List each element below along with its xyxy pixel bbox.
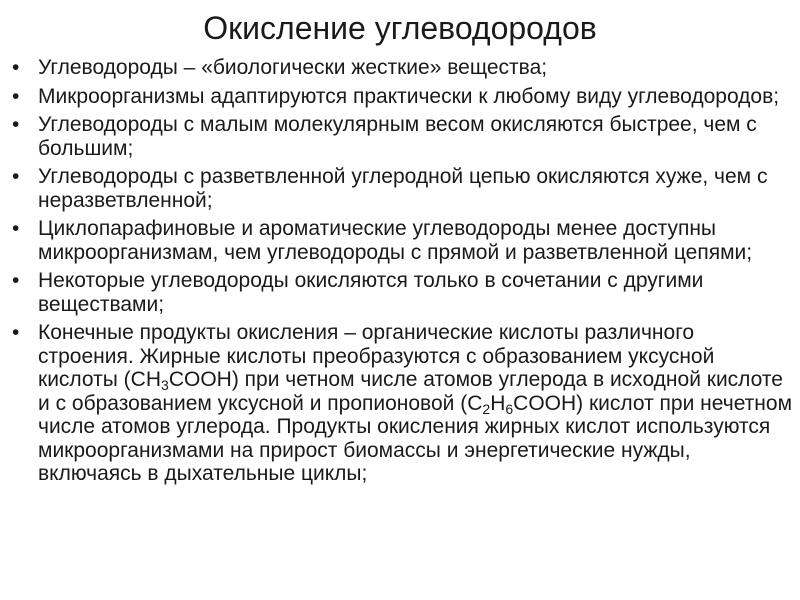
bullet-text: Циклопарафиновые и ароматические углеводороды менее доступны микроорганизмам, чем углеводороды с прямой и разветвленной цепями;: [38, 217, 753, 264]
bullet-dot-icon: •: [12, 269, 20, 292]
bullet-item: [10, 165, 792, 212]
bullet-list: [10, 56, 792, 491]
bullet-text-part3: ) кислот при нечетном числе атомов углерода. Продукты окисления жирных кислот используются микроорганизмами на прирост биомассы и энергетические нужды, включаясь в дыхательные циклы;: [38, 391, 793, 485]
bullet-dot-icon: •: [12, 321, 20, 344]
bullet-item: [10, 85, 792, 109]
bullet-item: [10, 217, 792, 264]
bullet-text: Углеводороды с малым молекулярным весом окисляются быстрее, чем с большим;: [38, 113, 757, 160]
bullet-dot-icon: •: [12, 84, 20, 108]
bullet-text-part1: Конечные продукты окисления – органические кислоты различного строения. Жирные кислоты преобразуются с образованием уксусной кислоты (: [38, 321, 715, 391]
bullet-text: Некоторые углеводороды окисляются только в сочетании с другими веществами;: [38, 269, 704, 316]
acetic-acid-formula: $CH_3COOH$: [130, 368, 232, 393]
bullet-item: [10, 269, 792, 316]
bullet-text: Углеводороды – «биологически жесткие» вещества;: [38, 56, 548, 79]
bullet-item: [10, 56, 792, 80]
bullet-dot-icon: •: [12, 56, 20, 79]
bullet-text: Микроорганизмы адаптируются практически к любому виду углеводородов;: [38, 84, 780, 108]
bullet-text: Углеводороды с разветвленной углеродной цепью окисляются хуже, чем с неразветвленной;: [38, 165, 768, 212]
bullet-item: [10, 113, 792, 160]
bullet-dot-icon: •: [12, 217, 20, 240]
propionic-acid-formula: $C_2H_6COOH$: [467, 391, 577, 417]
slide-title: Окисление углеводородов: [203, 10, 597, 46]
bullet-item-final-products: [10, 321, 792, 486]
bullet-dot-icon: •: [12, 113, 20, 136]
bullet-dot-icon: •: [12, 165, 20, 188]
bullet-text-part2: ) при четном числе атомов углерода в исходной кислоте и с образованием уксусной и пропионовой (: [38, 368, 783, 415]
